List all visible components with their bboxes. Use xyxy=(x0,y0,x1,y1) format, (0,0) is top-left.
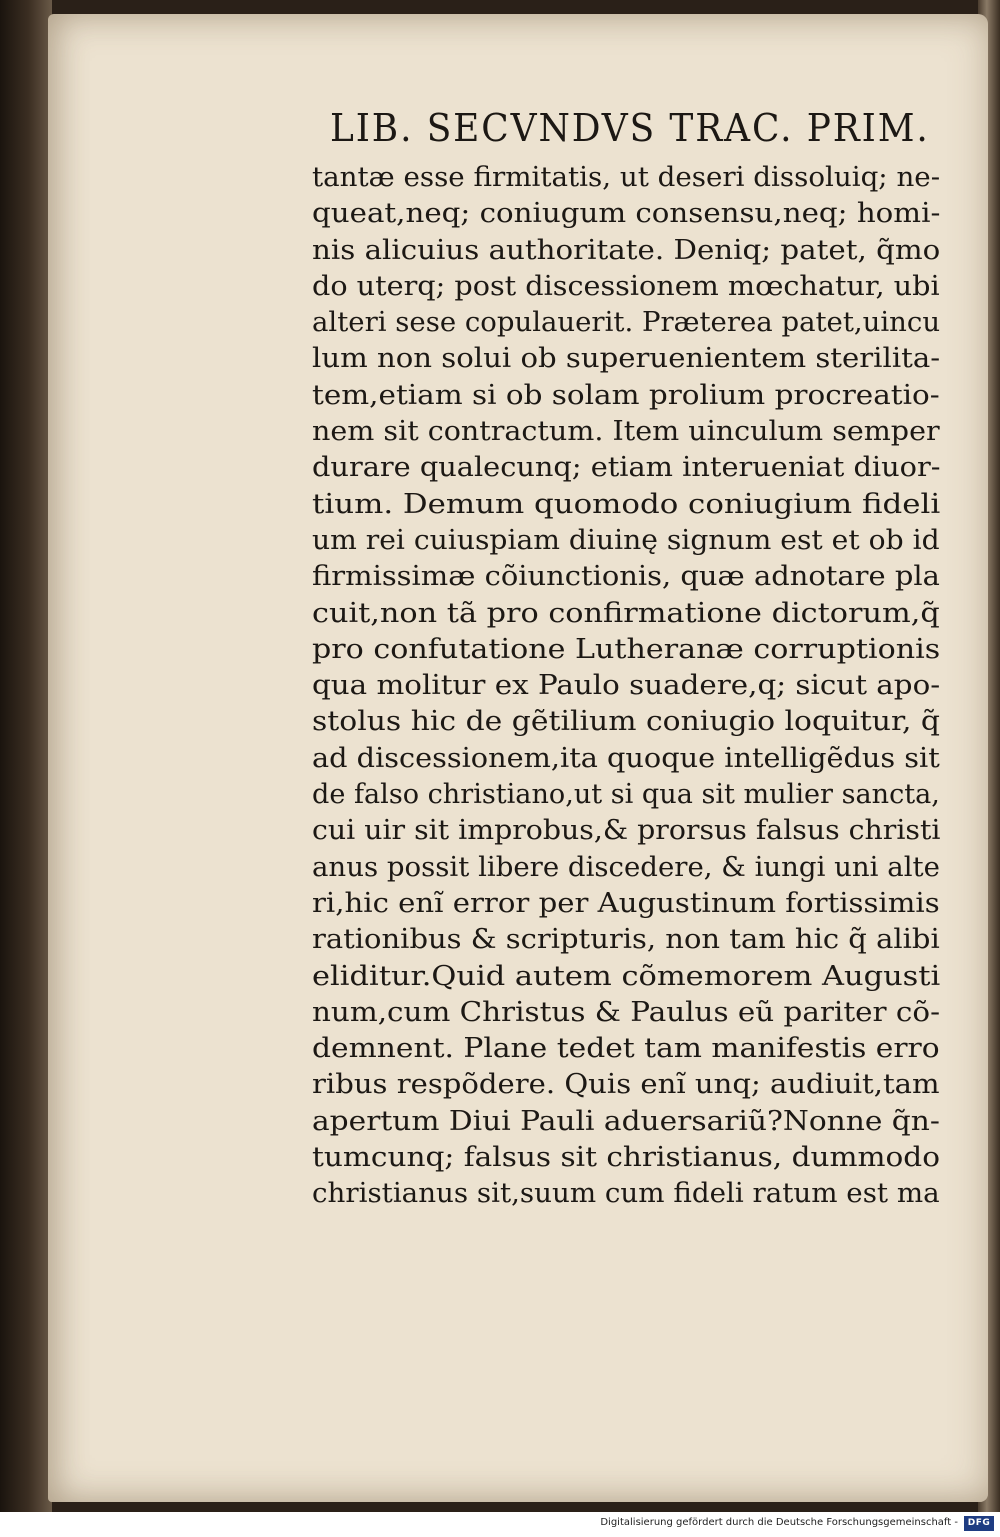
text-line: ad discessionem,ita quoque intelligẽdus sit xyxy=(312,742,940,774)
text-line: ribus respõdere. Quis enĩ unq; audiuit,tam xyxy=(312,1069,940,1101)
digitization-credit: Digitalisierung gefördert durch die Deutsche Forschungsgemeinschaft - xyxy=(600,1517,958,1528)
text-line: stolus hic de gẽtilium coniugio loquitur, q̃ xyxy=(312,706,940,738)
text-line: lum non solui ob superuenientem sterilita- xyxy=(312,343,941,375)
text-line: do uterq; post discessionem mœchatur, ubi xyxy=(312,270,940,302)
text-line: alteri sese copulauerit. Præterea patet,uincu xyxy=(312,307,941,339)
text-block xyxy=(312,160,942,1213)
text-line: tumcunq; falsus sit christianus, dummodo xyxy=(312,1142,941,1174)
text-line: durare qualecunq; etiam interueniat diuor- xyxy=(312,452,941,484)
text-line: rationibus & scripturis, non tam hic q̃ alibi xyxy=(312,924,940,956)
text-line: apertum Diui Pauli aduersariũ?Nonne q̃n- xyxy=(312,1105,940,1137)
text-line: num,cum Christus & Paulus eũ pariter cõ- xyxy=(312,996,940,1028)
footer-bar xyxy=(0,1512,1000,1537)
text-line: eliditur.Quid autem cõmemorem Augusti xyxy=(312,960,941,992)
text-line: pro confutatione Lutheranæ corruptionis xyxy=(312,633,941,665)
text-line: nem sit contractum. Item uinculum semper xyxy=(312,416,940,448)
text-line: tem,etiam si ob solam prolium procreatio- xyxy=(312,379,940,411)
text-line: um rei cuiuspiam diuinę signum est et ob id xyxy=(312,524,940,556)
text-line: ri,hic enĩ error per Augustinum fortissimis xyxy=(312,887,940,919)
text-line: de falso christiano,ut si qua sit mulier sancta, xyxy=(312,779,940,811)
running-head: LIB. SECVNDVS TRAC. PRIM. xyxy=(330,106,930,150)
text-line: tium. Demum quomodo coniugium fideli xyxy=(312,488,941,520)
text-line: queat,neq; coniugum consensu,neq; homi- xyxy=(312,198,941,230)
text-line: nis alicuius authoritate. Deniq; patet, q̃mo xyxy=(312,234,941,266)
text-line: cui uir sit improbus,& prorsus falsus christi xyxy=(312,815,941,847)
text-line: cuit,non tã pro confirmatione dictorum,q̃ xyxy=(312,597,940,629)
text-line: demnent. Plane tedet tam manifestis erro xyxy=(312,1033,940,1065)
text-line: firmissimæ cõiunctionis, quæ adnotare pla xyxy=(312,561,940,593)
text-line: tantæ esse firmitatis, ut deseri dissoluiq; ne- xyxy=(312,162,941,193)
dfg-logo: DFG xyxy=(964,1516,994,1531)
text-line: christianus sit,suum cum fideli ratum est ma xyxy=(312,1178,940,1210)
text-line: qua molitur ex Paulo suadere,q; sicut apo- xyxy=(312,670,941,702)
book-spine xyxy=(0,0,52,1512)
text-line: anus possit libere discedere, & iungi uni alte xyxy=(312,851,940,883)
